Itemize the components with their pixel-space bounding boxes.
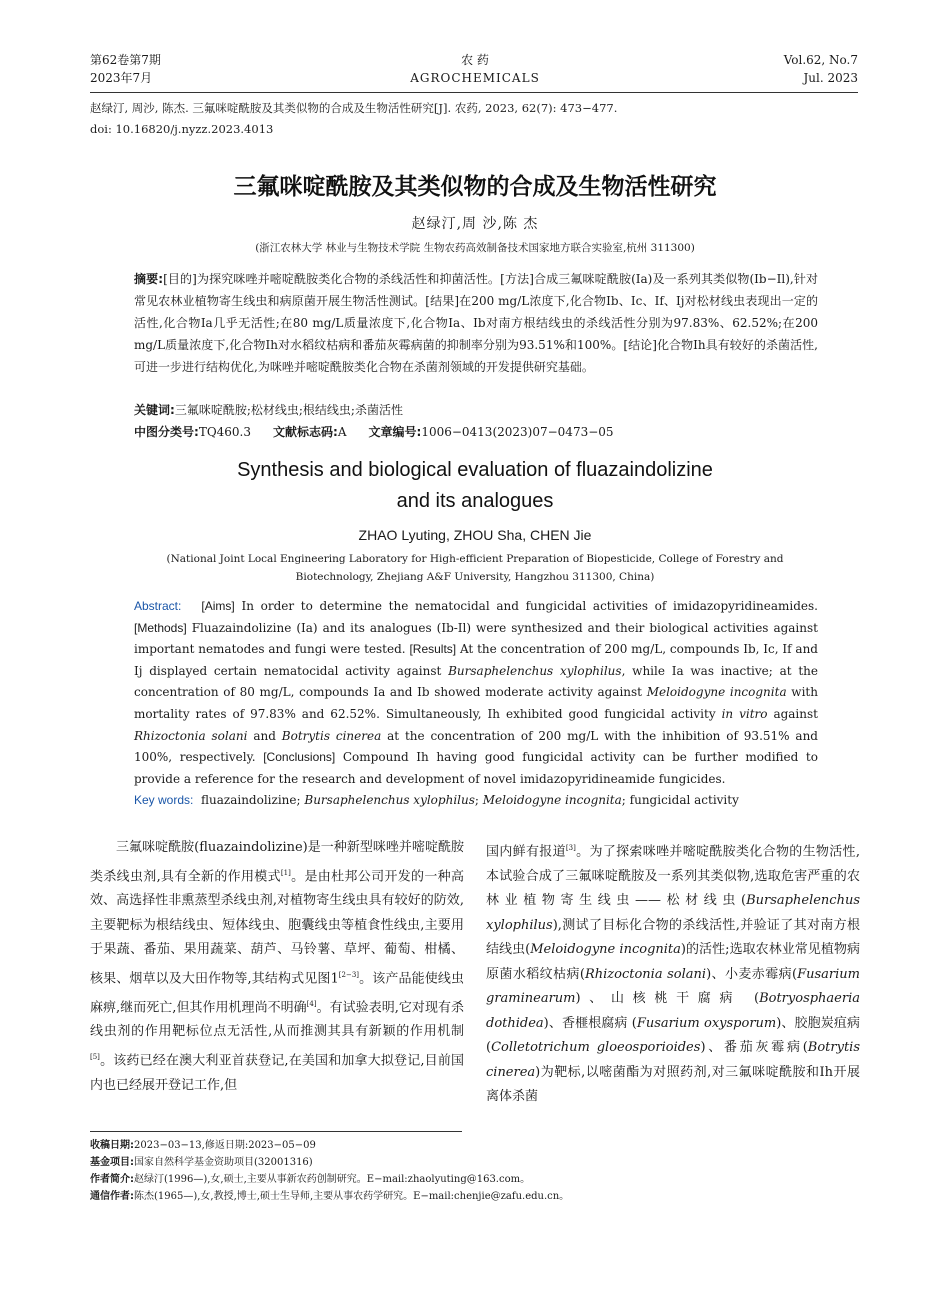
received-label: 收稿日期:: [90, 1140, 134, 1151]
footnote-corresponding: [90, 1188, 569, 1205]
footnote-author: [90, 1171, 530, 1188]
keyword-1: fluazaindolizine;: [201, 793, 301, 807]
abstract-en: [134, 596, 818, 790]
footnote-rule: [90, 1131, 462, 1132]
species-8: Botrytis cinerea: [486, 1040, 860, 1080]
article-no-value: 1006−0413(2023)07−0473−05: [421, 425, 614, 439]
corresponding-label: 通信作者:: [90, 1191, 134, 1202]
header-rule: [90, 92, 858, 93]
title-en: [0, 455, 950, 517]
article-no-label: 文章编号:: [368, 425, 422, 439]
doc-code-label: 文献标志码:: [273, 425, 338, 439]
title-en-line2: and its analogues: [396, 490, 554, 512]
journal-name-en: AGROCHEMICALS: [410, 71, 540, 85]
results-text-2: , while Ia was inactive; at the concentration of 80 mg/L, compounds Ia and Ib showed moderate activity against: [134, 663, 818, 700]
body-column-left: [90, 836, 464, 1098]
doc-code-value: A: [337, 425, 347, 439]
in-vitro: in vitro: [721, 706, 768, 721]
fund-value: 国家自然科学基金资助项目(32001316): [134, 1157, 313, 1168]
author-label: 作者简介:: [90, 1174, 134, 1185]
date-en: Jul. 2023: [803, 71, 858, 85]
corresponding-value: 陈杰(1965—),女,教授,博士,硕士生导师,主要从事农药学研究。E−mail:chenjie@zafu.edu.cn。: [134, 1191, 570, 1202]
citation: [90, 98, 860, 140]
footnote-received: [90, 1137, 316, 1154]
body-left-text-e: 。该药已经在澳大利亚首获登记,在美国和加拿大拟登记,目前国内也已经展开登记工作,但: [90, 1053, 464, 1093]
keywords-cn-text: 三氟咪啶酰胺;松材线虫;根结线虫;杀菌活性: [174, 403, 403, 417]
keyword-4: ; fungicidal activity: [621, 793, 739, 807]
body-right-text-4: )的活性;选取农林业常见植物病原菌水稻纹枯病(: [486, 942, 860, 982]
classification-cn: [134, 422, 614, 442]
body-column-right: [486, 836, 860, 1110]
body-left-text-b: 。是由杜邦公司开发的一种高效、高选择性非熏蒸型杀线虫剂,对植物寄生线虫具有较好的防效,主要靶标为根结线虫、短体线虫、胞囊线虫等植食性线虫,主要用于果蔬、番茄、果用蔬菜、葫芦、马铃薯、草坪、葡萄、柑橘、核果、烟草以及大田作物等,其结构式见图1: [90, 868, 464, 987]
body-left-text-c: 。该产品能使线虫麻痹,继而死亡,但其作用机理尚不明确: [90, 971, 464, 1015]
keywords-en-label: Key words:: [134, 793, 194, 807]
body-right-text-3: ),测试了目标化合物的杀线活性,并验证了其对南方根结线虫(: [486, 917, 860, 958]
species-1: Bursaphelenchus xylophilus: [486, 893, 860, 933]
body-right-text-2: 。为了探索咪唑并嘧啶酰胺类化合物的生物活性,本试验合成了三氟咪啶酰胺及一系列其类似物,选取危害严重的农林业植物寄生线虫——松材线虫(: [486, 844, 860, 909]
ref-3: [4]: [306, 999, 317, 1008]
doi: doi: 10.16820/j.nyzz.2023.4013: [90, 122, 274, 136]
clc-value: TQ460.3: [198, 425, 252, 439]
affiliation-en-line1: (National Joint Local Engineering Laboratory for High-efficient Preparation of Biopesticide, College of Forestry and: [166, 553, 784, 565]
abstract-en-label: Abstract:: [134, 599, 182, 613]
journal-name-cn: 农 药: [461, 53, 489, 67]
aims-label: [Aims]: [201, 599, 235, 613]
authors-cn: 赵绿汀,周 沙,陈 杰: [411, 216, 539, 232]
methods-text: Fluazaindolizine (Ia) and its analogues (Ib-Il) were synthesized and their biological activities against important nematodes and fungi were tested.: [134, 620, 818, 657]
results-label: [Results]: [409, 642, 457, 657]
keyword-3: Meloidogyne incognita: [482, 793, 622, 807]
species-2: Meloidogyne incognita: [530, 942, 681, 958]
aims-text: In order to determine the nematocidal and fungicidal activities of imidazopyridineamides.: [241, 599, 818, 613]
volume-cn: 第62卷第7期: [90, 53, 161, 67]
species-mi: Meloidogyne incognita: [646, 685, 787, 700]
title-cn: 三氟咪啶酰胺及其类似物的合成及生物活性研究: [233, 174, 717, 200]
affiliation-en: [0, 550, 950, 586]
ref-2: [2−3]: [338, 970, 359, 979]
species-rs: Rhizoctonia solani: [134, 728, 248, 743]
ref-1: [1]: [280, 868, 291, 877]
footnote-fund: [90, 1154, 313, 1171]
body-right-text-10: )为靶标,以嘧菌酯为对照药剂,对三氟咪啶酰胺和Ih开展离体杀菌: [486, 1064, 860, 1105]
body-right-text-8: )、胶胞炭疽病 (: [486, 1015, 860, 1056]
keywords-cn-label: 关键词:: [134, 403, 175, 417]
species-6: Fusarium oxysporum: [636, 1015, 777, 1031]
body-right-text-5: )、小麦赤霉病(: [706, 966, 798, 982]
results-text-1: At the concentration of 200 mg/L, compounds Ib, Ic, If and Ij displayed certain nematocidal activity against: [134, 642, 818, 678]
ref-4: [5]: [90, 1052, 100, 1061]
abstract-cn-text: [目的]为探究咪唑并嘧啶酰胺类化合物的杀线活性和抑菌活性。[方法]合成三氟咪啶酰胺(Ia)及一系列其类似物(Ib−Il),针对常见农林业植物寄生线虫和病原菌开展生物活性测试。[结果]在200 mg/L浓度下,化合物Ib、Ic、If、Ij对松材线虫表现出一定的活性,化合物Ia几乎无活性;在80 mg/L质量浓度下,化合物Ia、Ib对南方根结线虫的杀线活性分别为97.83%、62.52%;在200 mg/L质量浓度下,化合物Ih对水稻纹枯病和番茄灰霉病菌的抑制率分别为93.51%和100%。[结论]化合物Ih具有较好的杀菌活性,可进一步进行结构优化,为咪唑并嘧啶酰胺类化合物在杀菌剂领域的开发提供研究基础。: [134, 272, 818, 374]
species-bc: Botrytis cinerea: [281, 728, 382, 743]
abstract-cn-label: 摘要:: [134, 272, 164, 286]
ref-5: [3]: [565, 844, 576, 852]
affiliation-cn: (浙江农林大学 林业与生物技术学院 生物农药高效制备技术国家地方联合实验室,杭州 311300): [255, 242, 695, 254]
title-en-line1: Synthesis and biological evaluation of fluazaindolizine: [237, 459, 713, 481]
authors-en: ZHAO Lyuting, ZHOU Sha, CHEN Jie: [358, 527, 592, 543]
clc-label: 中图分类号:: [134, 425, 199, 439]
date-cn: 2023年7月: [90, 71, 153, 85]
affiliation-en-line2: Biotechnology, Zhejiang A&F University, Hangzhou 311300, China): [295, 571, 655, 583]
fund-label: 基金项目:: [90, 1157, 134, 1168]
author-value: 赵绿汀(1996—),女,硕士,主要从事新农药创制研究。E−mail:zhaolyuting@163.com。: [134, 1174, 531, 1185]
header-volume-en: [784, 51, 858, 87]
species-7: Colletotrichum gloeosporioides: [491, 1040, 701, 1056]
keywords-cn: [134, 400, 403, 420]
body-right-text-6: )、山核桃干腐病 (: [575, 991, 760, 1007]
results-text-6: at the concentration of 200 mg/L with the inhibition of 93.51% and 100%, respectively.: [134, 728, 818, 765]
volume-en: Vol.62, No.7: [783, 53, 858, 67]
citation-line: 赵绿汀, 周沙, 陈杰. 三氟咪啶酰胺及其类似物的合成及生物活性研究[J]. 农药, 2023, 62(7): 473−477.: [90, 101, 618, 115]
results-text-4: against: [773, 706, 818, 721]
abstract-cn: [134, 268, 818, 378]
conclusions-label: [Conclusions]: [263, 750, 336, 765]
species-4: Fusarium graminearum: [486, 966, 860, 1007]
body-left-text-a: 三氟咪啶酰胺(fluazaindolizine)是一种新型咪唑并嘧啶酰胺类杀线虫剂,具有全新的作用模式: [90, 840, 464, 884]
conclusions-text: Compound Ih having good fungicidal activity can be further modified to provide a reference for the research and development of novel imidazopyridineamide fungicides.: [134, 750, 818, 786]
methods-label: [Methods]: [134, 620, 187, 635]
species-bx: Bursaphelenchus xylophilus: [448, 663, 622, 678]
species-3: Rhizoctonia solani: [584, 966, 707, 982]
keyword-2: Bursaphelenchus xylophilus: [304, 793, 475, 807]
species-5: Botryosphaeria dothidea: [486, 991, 860, 1031]
received-value: 2023−03−13,修返日期:2023−05−09: [134, 1140, 316, 1151]
body-left-text-d: 。有试验表明,它对现有杀线虫剂的作用靶标位点无活性,从而推测其具有新颖的作用机制: [90, 999, 464, 1040]
results-text-3: with mortality rates of 97.83% and 62.52%. Simultaneously, Ih exhibited good fungicidal activity: [134, 685, 818, 721]
results-text-5: and: [253, 728, 276, 743]
keywords-en: Key words: fluazaindolizine; Bursaphelenchus xylophilus; Meloidogyne incognita; fungicidal activity: [134, 793, 739, 807]
body-right-text-1: 国内鲜有报道: [486, 844, 566, 860]
body-right-text-9: )、番茄灰霉病(: [700, 1040, 808, 1056]
body-right-text-7: )、香榧根腐病 (: [543, 1015, 637, 1031]
